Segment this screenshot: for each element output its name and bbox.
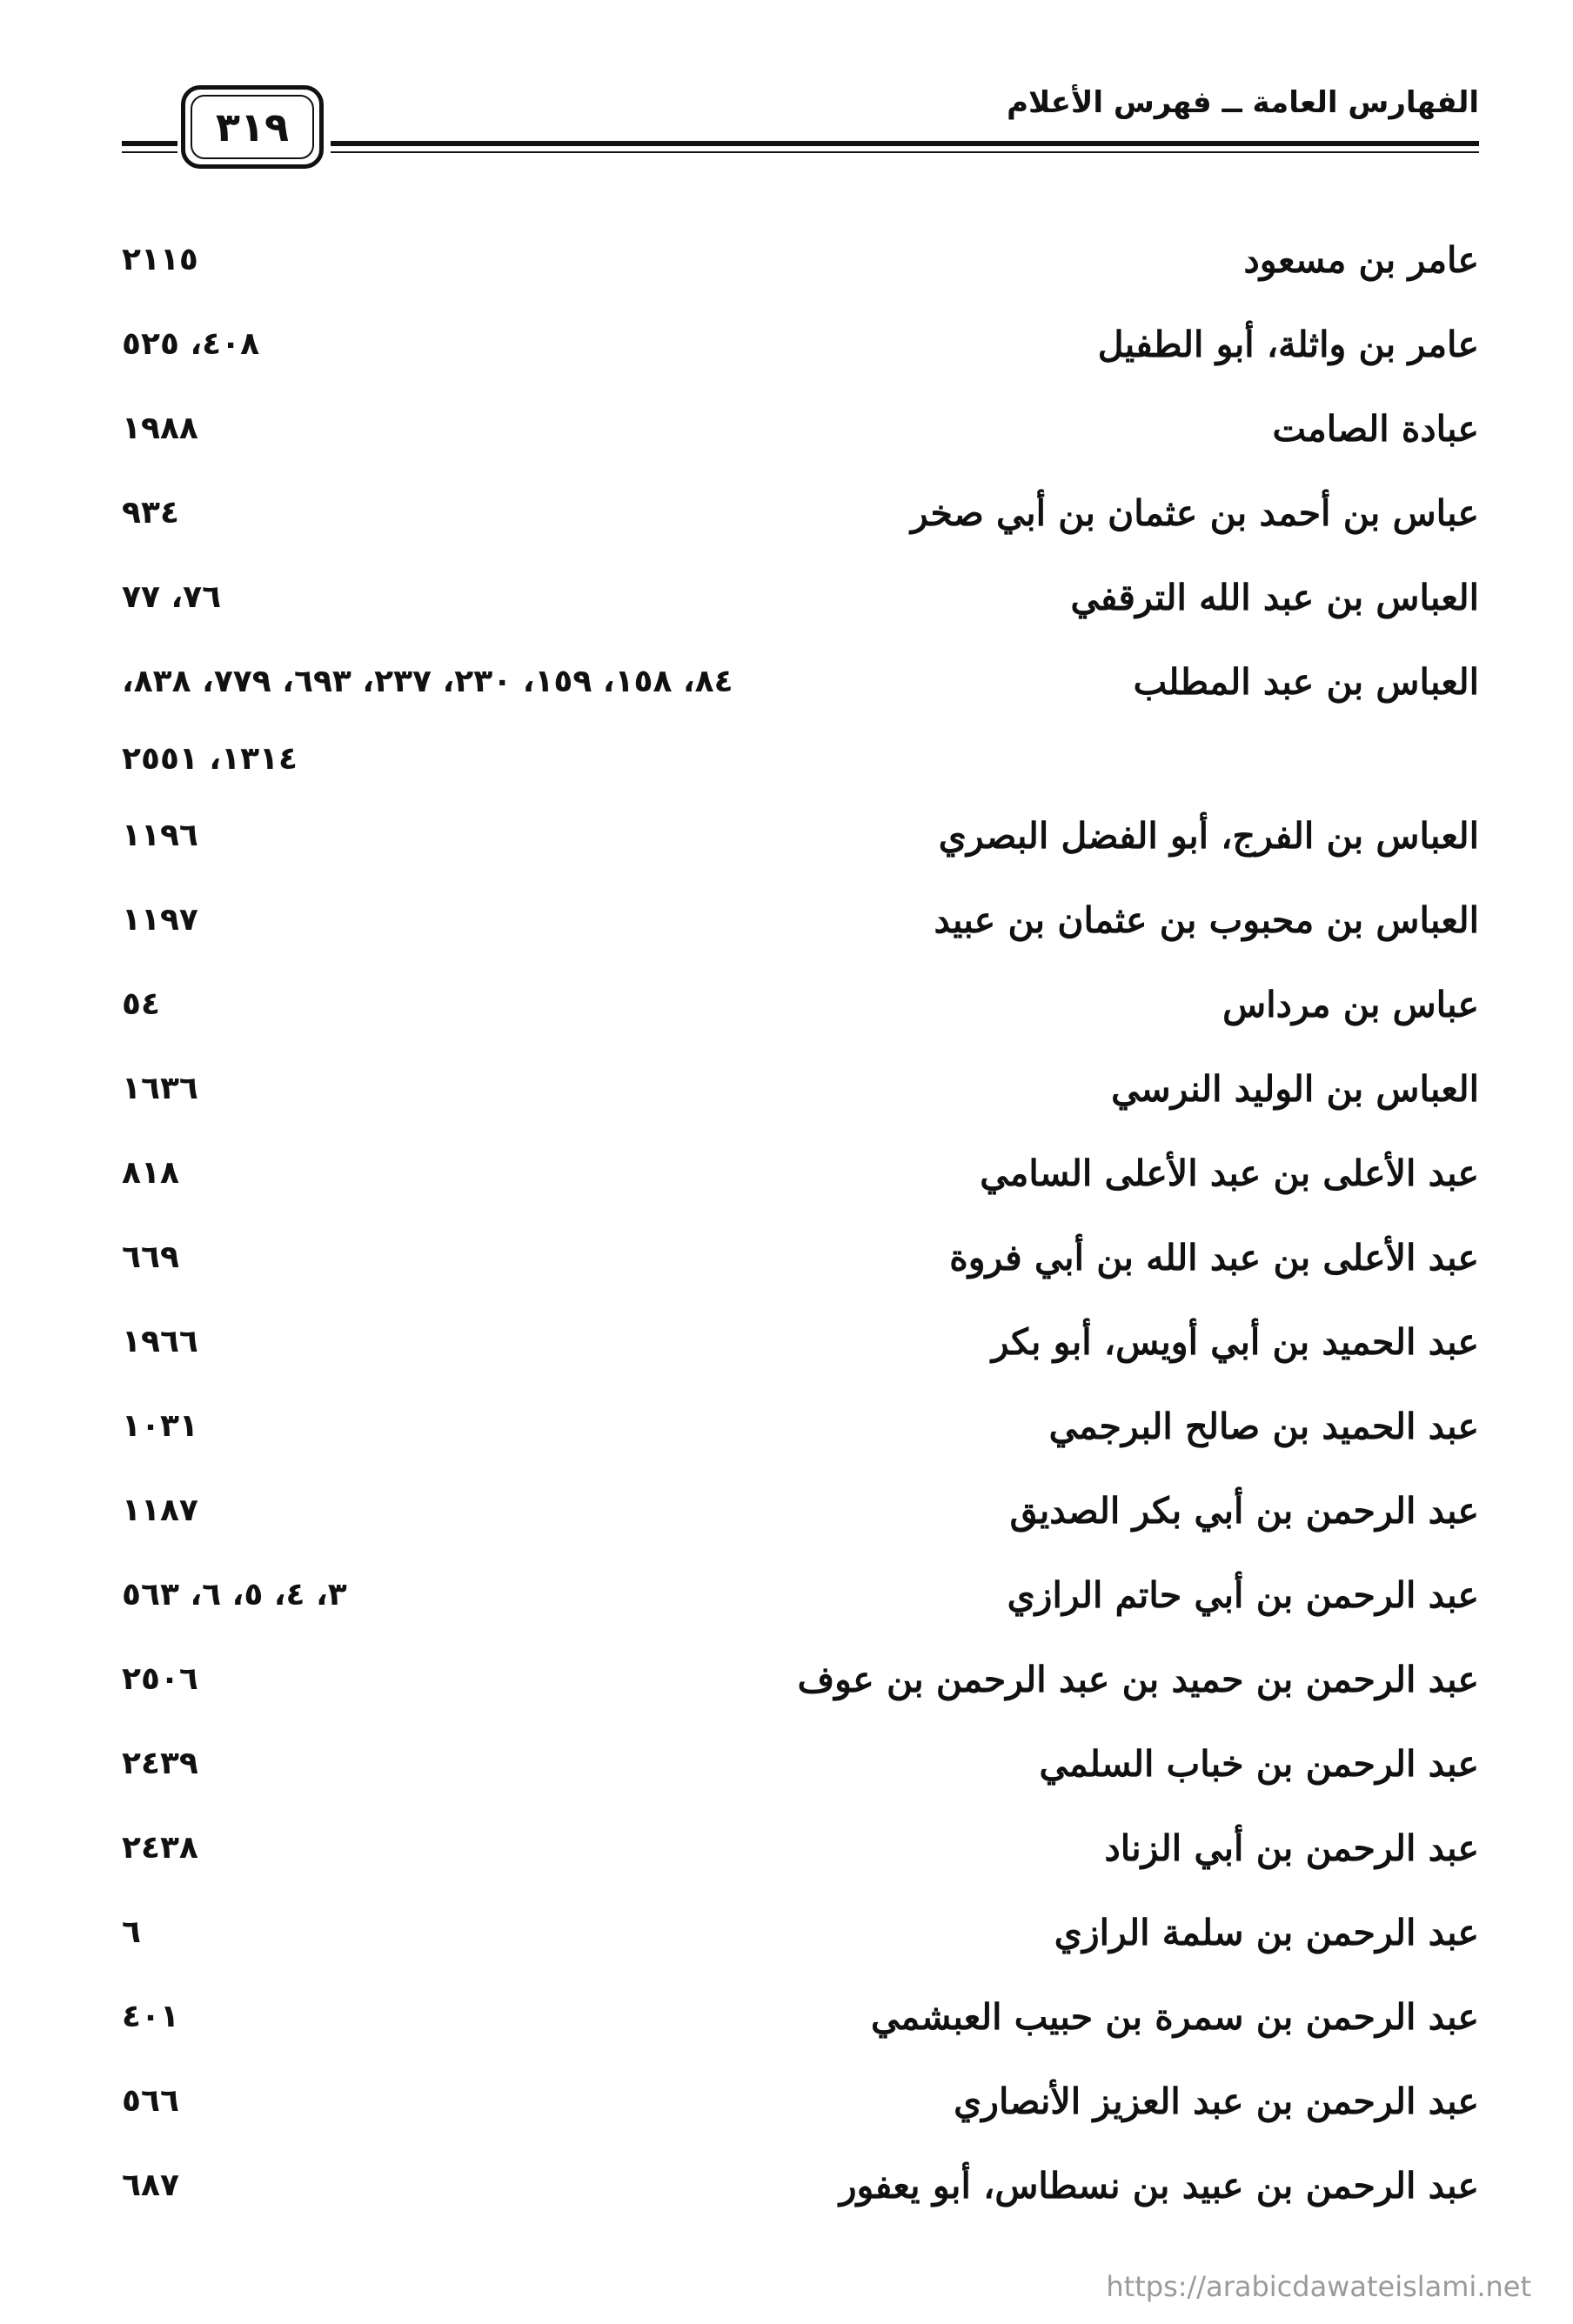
entry-page-refs: ٤٠١ [122, 1999, 179, 2034]
entry-page-refs: ٧٦، ٧٧ [122, 579, 222, 615]
index-entry [122, 1721, 1479, 1806]
index-entry [122, 962, 1479, 1046]
entry-name: عباس بن مرداس [1222, 983, 1479, 1025]
entry-page-refs: ٤٠٨، ٥٢٥ [122, 326, 260, 362]
entry-page-refs: ٩٣٤ [122, 495, 179, 531]
page-number: ٣١٩ [191, 95, 314, 159]
index-entry [122, 1215, 1479, 1299]
entry-page-refs: ١٠٣١ [122, 1408, 198, 1444]
entry-name: عبد الحميد بن صالح البرجمي [1048, 1405, 1479, 1447]
entry-name: عبد الرحمن بن حميد بن عبد الرحمن بن عوف [797, 1658, 1479, 1700]
index-entry [122, 793, 1479, 878]
entry-page-refs: ٨١٨ [122, 1155, 179, 1191]
entry-page-refs: ٨٤، ١٥٨، ١٥٩، ٢٣٠، ٢٣٧، ٦٩٣، ٧٧٩، ٨٣٨، [122, 664, 733, 699]
entry-name: عبد الرحمن بن خباب السلمي [1039, 1742, 1479, 1785]
entry-name: عبد الرحمن بن أبي بكر الصديق [1009, 1489, 1479, 1532]
entry-page-refs: ٥٦٦ [122, 2083, 179, 2119]
index-entry [122, 2059, 1479, 2143]
index-entry [122, 1806, 1479, 1890]
entry-name: العباس بن محبوب بن عثمان بن عبيد [934, 898, 1479, 941]
entry-page-refs: ٦٦٩ [122, 1239, 179, 1275]
index-entry [122, 878, 1479, 962]
header-rule [122, 141, 177, 146]
entry-name: عامر بن واثلة، أبو الطفيل [1097, 323, 1479, 365]
entry-page-refs: ٢٥٠٦ [122, 1661, 198, 1697]
entry-name: عامر بن مسعود [1243, 238, 1479, 281]
running-title: الفهارس العامة ــ فهرس الأعلام [1007, 85, 1479, 120]
entry-page-refs: ٣، ٤، ٥، ٦، ٥٦٣ [122, 1577, 347, 1613]
index-entry [122, 1131, 1479, 1215]
entry-page-refs: ٥٤ [122, 986, 160, 1022]
entry-name: عبد الحميد بن أبي أويس، أبو بكر [991, 1320, 1479, 1363]
page-number-frame [181, 85, 324, 169]
index-entry [122, 1890, 1479, 1974]
header-rule [331, 151, 1479, 153]
header-rule [331, 141, 1479, 146]
entry-page-refs: ١١٨٧ [122, 1493, 198, 1528]
entry-page-refs: ٢١١٥ [122, 242, 198, 277]
index-entry-continuation [122, 724, 1479, 793]
entry-name: عبد الرحمن بن عبيد بن نسطاس، أبو يعفور [839, 2164, 1479, 2207]
index-entry [122, 555, 1479, 639]
entry-page-refs: ٦٨٧ [122, 2167, 179, 2203]
entry-page-refs: ١٣١٤، ٢٥٥١ [122, 740, 298, 777]
index-entry [122, 386, 1479, 471]
entry-name: عبد الأعلى بن عبد الأعلى السامي [980, 1152, 1479, 1194]
entry-name: العباس بن عبد المطلب [1133, 660, 1479, 703]
entry-name: العباس بن الوليد النرسي [1111, 1067, 1479, 1110]
index-entry [122, 302, 1479, 386]
entry-name: عبد الرحمن بن سلمة الرازي [1054, 1911, 1479, 1953]
entry-name: عبد الرحمن بن سمرة بن حبيب العبشمي [870, 1995, 1479, 2038]
index-entry [122, 1046, 1479, 1131]
entry-name: عبد الأعلى بن عبد الله بن أبي فروة [949, 1236, 1479, 1279]
entry-name: العباس بن الفرج، أبو الفضل البصري [938, 814, 1479, 857]
index-entry [122, 471, 1479, 555]
entry-page-refs: ١٩٦٦ [122, 1324, 198, 1359]
entry-name: عبد الرحمن بن عبد العزيز الأنصاري [954, 2080, 1479, 2122]
page-header [122, 70, 1479, 174]
index-entry [122, 1299, 1479, 1384]
header-rule [122, 151, 177, 153]
entry-page-refs: ١١٩٦ [122, 818, 198, 853]
index-entry [122, 1553, 1479, 1637]
entry-page-refs: ٢٤٣٨ [122, 1830, 198, 1866]
index-entry [122, 1384, 1479, 1468]
index-entry [122, 1637, 1479, 1721]
entry-name: عبد الرحمن بن أبي حاتم الرازي [1007, 1573, 1479, 1616]
entry-page-refs: ١١٩٧ [122, 902, 198, 938]
entry-name: عباس بن أحمد بن عثمان بن أبي صخر [910, 491, 1479, 534]
entry-page-refs: ١٦٣٦ [122, 1071, 198, 1106]
entry-page-refs: ٦ [122, 1914, 141, 1950]
entry-page-refs: ٢٤٣٩ [122, 1746, 198, 1781]
watermark-url: https://arabicdawateislami.net [1106, 2270, 1531, 2303]
index-entry [122, 2143, 1479, 2227]
index-entry [122, 639, 1479, 724]
index-entry [122, 1468, 1479, 1553]
entry-name: عبادة الصامت [1272, 407, 1479, 450]
index-entry [122, 217, 1479, 302]
entry-name: العباس بن عبد الله الترقفي [1070, 576, 1479, 618]
index-entries [122, 217, 1479, 2227]
index-entry [122, 1974, 1479, 2059]
entry-name: عبد الرحمن بن أبي الزناد [1104, 1826, 1479, 1869]
entry-page-refs: ١٩٨٨ [122, 411, 198, 446]
